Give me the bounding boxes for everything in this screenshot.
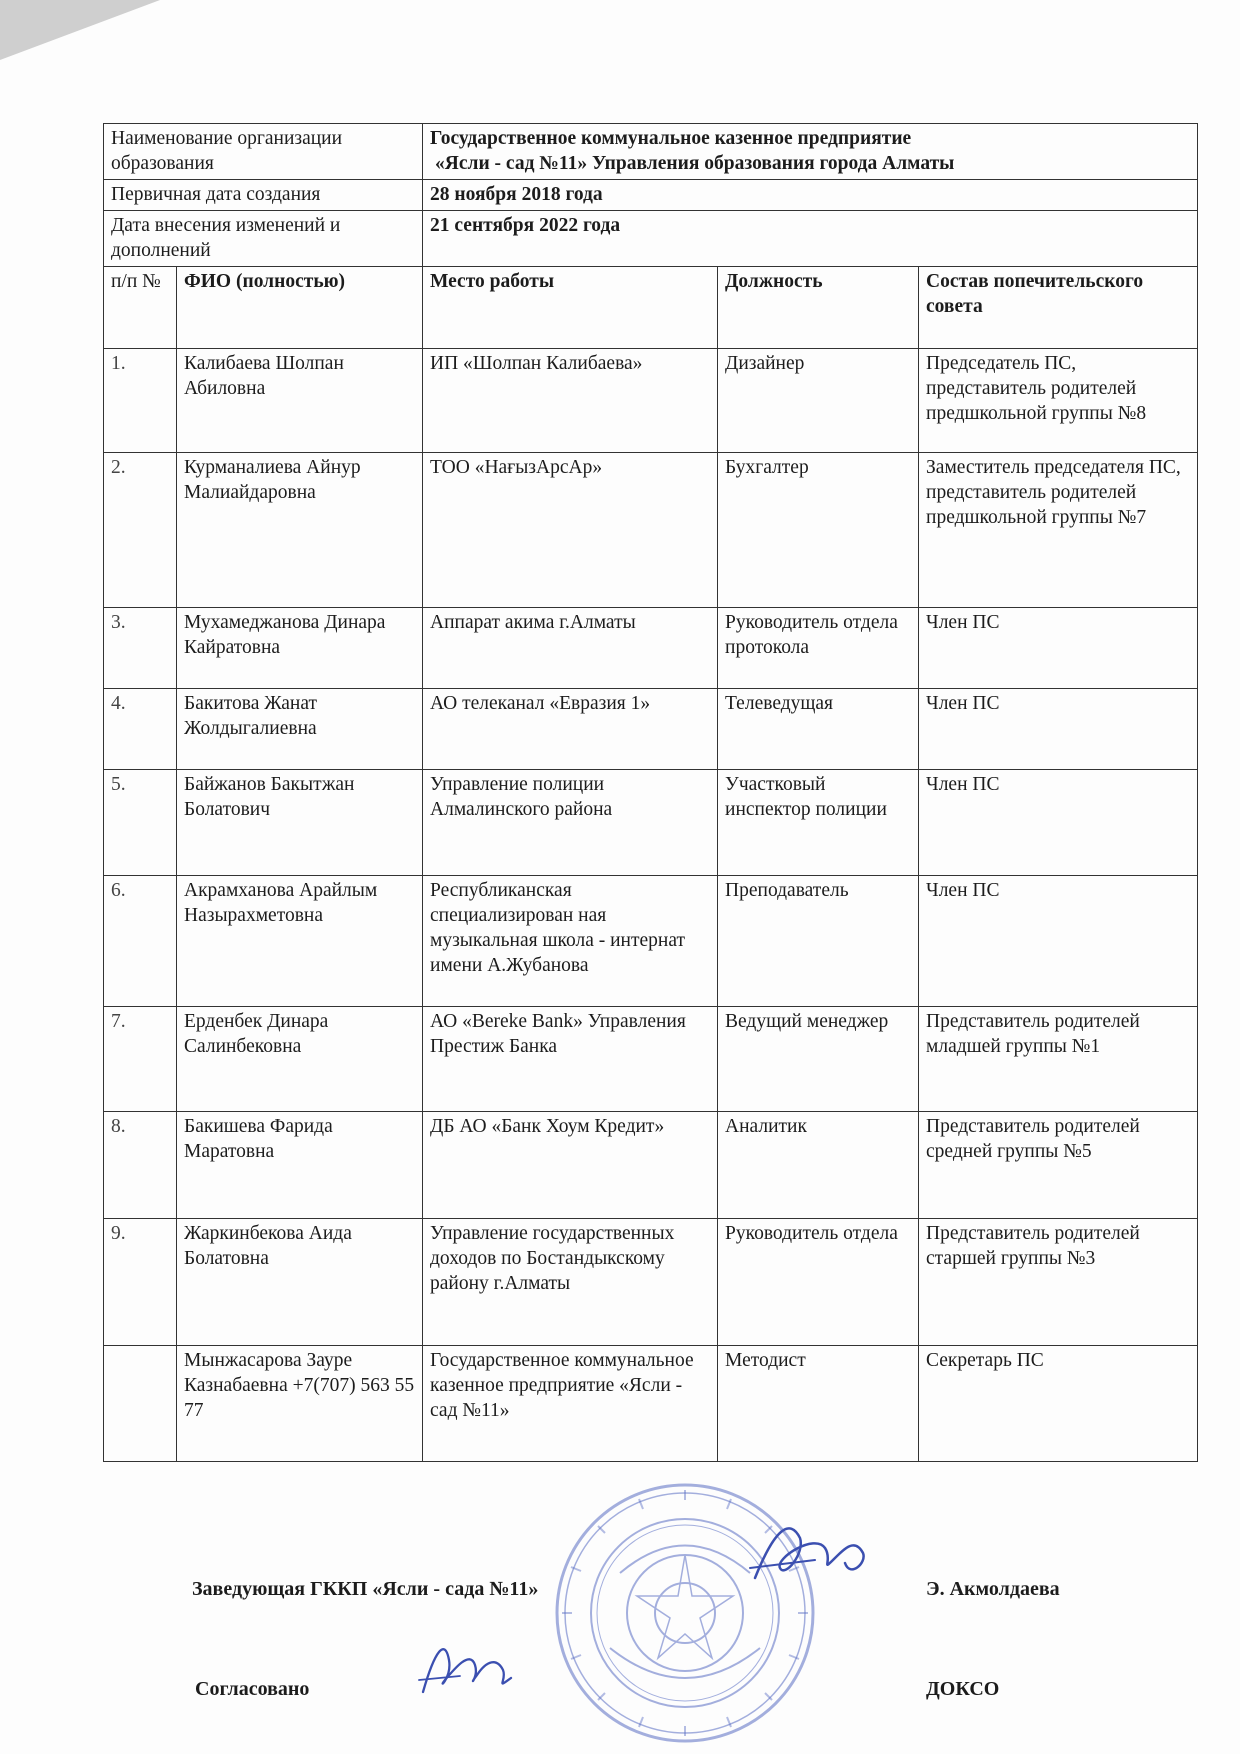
row-num: 7.: [104, 1006, 177, 1111]
row-num: 2.: [104, 452, 177, 607]
header-work: Место работы: [423, 266, 718, 348]
row-name: Мухамеджанова Динара Кайратовна: [177, 607, 423, 688]
row-role: Член ПС: [919, 688, 1198, 769]
agreed-label: Согласовано: [195, 1678, 310, 1700]
row-position: Бухгалтер: [718, 452, 919, 607]
row-name: Ерденбек Динара Салинбековна: [177, 1006, 423, 1111]
row-name: Курманалиева Айнур Малиайдаровна: [177, 452, 423, 607]
row-position: Руководитель отдела: [718, 1218, 919, 1345]
row-work: Республиканская специализирован ная музыкальная школа - интернат имени А.Жубанова: [423, 875, 718, 1006]
row-role: Заместитель председателя ПС, представитель родителей предшкольной группы №7: [919, 452, 1198, 607]
row-role: Секретарь ПС: [919, 1345, 1198, 1461]
table-row: [104, 607, 1198, 688]
header-position: Должность: [718, 266, 919, 348]
table-row: [104, 875, 1198, 1006]
changed-label: Дата внесения изменений и дополнений: [104, 210, 423, 266]
row-work: ИП «Шолпан Калибаева»: [423, 348, 718, 452]
row-work: Управление полиции Алмалинского района: [423, 769, 718, 875]
council-table: [103, 123, 1198, 1462]
table-row: [104, 348, 1198, 452]
row-name: Калибаева Шолпан Абиловна: [177, 348, 423, 452]
row-role: Член ПС: [919, 769, 1198, 875]
agreed-handwritten-signature: [415, 1630, 525, 1705]
row-num: [104, 1345, 177, 1461]
row-num: 3.: [104, 607, 177, 688]
table-row: [104, 452, 1198, 607]
head-name: Э. Акмолдаева: [926, 1578, 1060, 1600]
row-role: Представитель родителей средней группы №5: [919, 1111, 1198, 1218]
row-num: 8.: [104, 1111, 177, 1218]
row-work: АО телеканал «Евразия 1»: [423, 688, 718, 769]
row-role: Представитель родителей старшей группы №3: [919, 1218, 1198, 1345]
org-name-line1: Государственное коммунальное казенное предприятие: [430, 128, 912, 149]
header-num: п/п №: [104, 266, 177, 348]
row-work: АО «Bereke Bank» Управления Престиж Банка: [423, 1006, 718, 1111]
row-work: ТОО «НағызАрсАр»: [423, 452, 718, 607]
table-header-row: [104, 266, 1198, 348]
table-row: [104, 1006, 1198, 1111]
row-name: Байжанов Бакытжан Болатович: [177, 769, 423, 875]
row-num: 9.: [104, 1218, 177, 1345]
row-position: Руководитель отдела протокола: [718, 607, 919, 688]
row-num: 1.: [104, 348, 177, 452]
table-row: [104, 1345, 1198, 1461]
org-name-value: [423, 124, 1198, 180]
row-num: 5.: [104, 769, 177, 875]
row-position: Дизайнер: [718, 348, 919, 452]
row-role: Член ПС: [919, 875, 1198, 1006]
table-row: [104, 1111, 1198, 1218]
row-role: Представитель родителей младшей группы №1: [919, 1006, 1198, 1111]
created-value: 28 ноября 2018 года: [423, 180, 1198, 211]
head-title: Заведующая ГККП «Ясли - сада №11»: [192, 1578, 539, 1600]
org-name-label: Наименование организации образования: [104, 124, 423, 180]
row-work: Аппарат акима г.Алматы: [423, 607, 718, 688]
created-label: Первичная дата создания: [104, 180, 423, 211]
row-position: Телеведущая: [718, 688, 919, 769]
row-position: Методист: [718, 1345, 919, 1461]
row-name: Жаркинбекова Аида Болатовна: [177, 1218, 423, 1345]
table-row: [104, 688, 1198, 769]
page-fold: [0, 0, 160, 60]
row-name: Мынжасарова Зауре Казнабаевна +7(707) 563 55 77: [177, 1345, 423, 1461]
changed-value: 21 сентября 2022 года: [423, 210, 1198, 266]
row-name: Бакишева Фарида Маратовна: [177, 1111, 423, 1218]
row-position: Участковый инспектор полиции: [718, 769, 919, 875]
org-name-row: [104, 124, 1198, 180]
agreed-org: ДОКСО: [926, 1678, 1000, 1700]
row-role: Член ПС: [919, 607, 1198, 688]
row-position: Преподаватель: [718, 875, 919, 1006]
row-role: Председатель ПС, представитель родителей предшкольной группы №8: [919, 348, 1198, 452]
org-name-line2: «Ясли - сад №11» Управления образования города Алматы: [435, 152, 955, 174]
changed-row: [104, 210, 1198, 266]
row-num: 4.: [104, 688, 177, 769]
header-role: Состав попечительского совета: [919, 266, 1198, 348]
table-row: [104, 769, 1198, 875]
row-work: Управление государственных доходов по Бостандыкскому району г.Алматы: [423, 1218, 718, 1345]
row-position: Аналитик: [718, 1111, 919, 1218]
row-name: Бакитова Жанат Жолдыгалиевна: [177, 688, 423, 769]
row-name: Акрамханова Арайлым Назырахметовна: [177, 875, 423, 1006]
table-row: [104, 1218, 1198, 1345]
head-handwritten-signature: [745, 1508, 875, 1598]
row-num: 6.: [104, 875, 177, 1006]
row-position: Ведущий менеджер: [718, 1006, 919, 1111]
row-work: ДБ АО «Банк Хоум Кредит»: [423, 1111, 718, 1218]
row-work: Государственное коммунальное казенное предприятие «Ясли - сад №11»: [423, 1345, 718, 1461]
created-row: [104, 180, 1198, 211]
header-name: ФИО (полностью): [177, 266, 423, 348]
